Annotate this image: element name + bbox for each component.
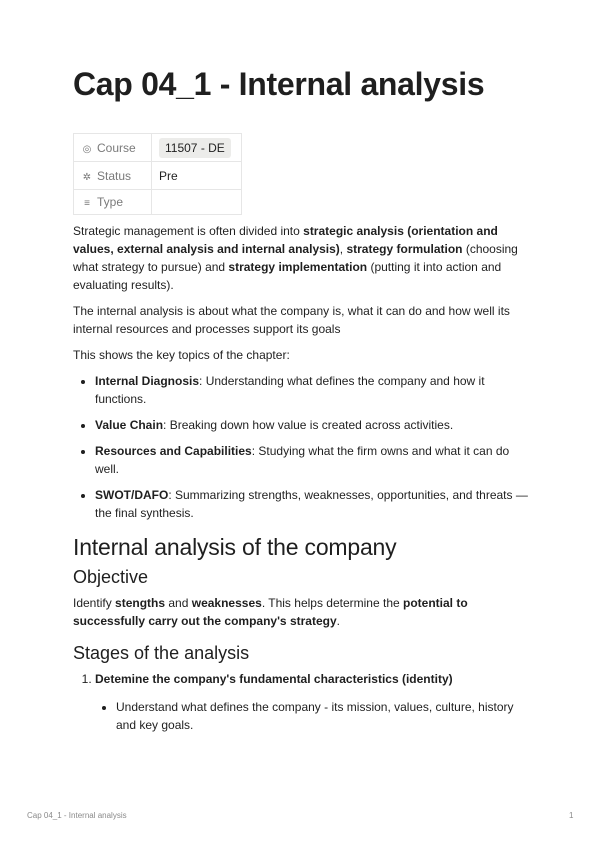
target-icon: ◎: [82, 143, 92, 155]
intro-paragraph: Strategic management is often divided into strategic analysis (orientation and values, external analysis and internal analysis), strategy formulation (choosing what strategy to pursue) and strategy implementation (putting it into action and evaluating results).: [73, 224, 518, 292]
property-key: Status: [97, 168, 132, 183]
topics-list: [73, 372, 529, 522]
stages-heading: Stages of the analysis: [73, 643, 250, 663]
list-item: • Understand what defines the company - its mission, values, culture, history and key goals.: [116, 698, 529, 734]
loader-icon: ✲: [82, 171, 92, 183]
list-item: 1. Detemine the company's fundamental characteristics (identity) • Understand what defines the company - its mission, values, culture, history and key goals.: [95, 670, 529, 734]
page-number: 1: [569, 811, 574, 820]
page-title: Cap 04_1 - Internal analysis: [73, 66, 485, 102]
list-icon: ≡: [84, 198, 90, 209]
list-item: • Internal Diagnosis: Understanding what defines the company and how it functions.: [95, 372, 529, 408]
list-item: • Value Chain: Breaking down how value is created across activities.: [95, 416, 529, 434]
course-tag: 11507 - DE: [159, 138, 231, 158]
status-value: Pre: [159, 168, 178, 183]
internal-analysis-paragraph: The internal analysis is about what the company is, what it can do and how well its internal resources and processes support its goals: [73, 304, 510, 336]
property-row-type: [74, 190, 242, 215]
property-key: Type: [97, 195, 124, 209]
objective-paragraph: Identify stengths and weaknesses. This helps determine the potential to successfully carry out the company's strategy.: [73, 596, 468, 628]
property-row-status: [74, 162, 242, 190]
section-heading: Internal analysis of the company: [73, 534, 397, 560]
properties-table: [73, 133, 242, 215]
document-body: [73, 222, 529, 742]
list-item: • Resources and Capabilities: Studying what the firm owns and what it can do well.: [95, 442, 529, 478]
objective-heading: Objective: [73, 567, 149, 587]
topics-intro: This shows the key topics of the chapter:: [73, 348, 290, 362]
footer-title: Cap 04_1 - Internal analysis: [27, 811, 127, 820]
stage-sublist: [95, 698, 529, 734]
stages-list: [73, 670, 529, 734]
list-item: • SWOT/DAFO: Summarizing strengths, weaknesses, opportunities, and threats — the final synthesis.: [95, 486, 529, 522]
property-row-course: [74, 134, 242, 162]
property-key: Course: [97, 140, 136, 155]
